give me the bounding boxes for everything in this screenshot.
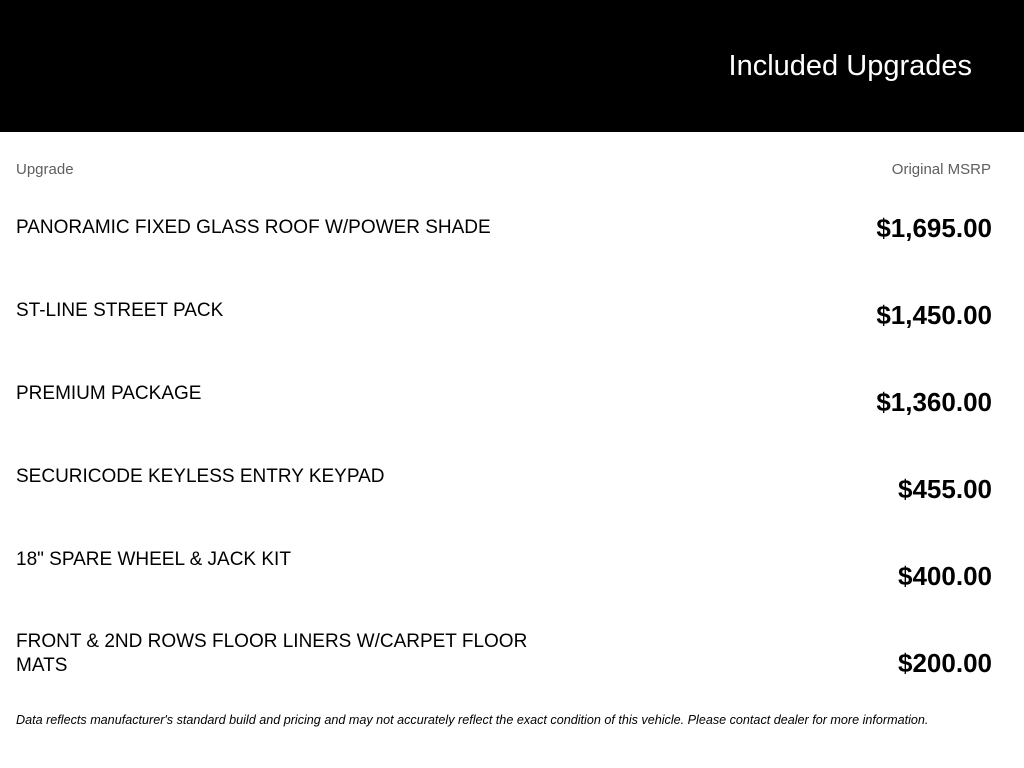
upgrade-price: $1,360.00 xyxy=(876,387,992,417)
column-header-upgrade: Upgrade xyxy=(16,161,74,178)
upgrade-price: $1,695.00 xyxy=(876,213,992,243)
list-item xyxy=(0,465,1024,525)
upgrade-name: SECURICODE KEYLESS ENTRY KEYPAD xyxy=(16,466,385,487)
upgrade-price: $1,450.00 xyxy=(876,300,992,330)
upgrade-name: FRONT & 2ND ROWS FLOOR LINERS W/CARPET FLOOR MATS xyxy=(16,631,528,676)
header-bar xyxy=(0,0,1024,132)
disclaimer-text: Data reflects manufacturer's standard build and pricing and may not accurately reflect the exact condition of this vehicle. Please contact dealer for more information. xyxy=(16,713,929,727)
upgrade-name: PREMIUM PACKAGE xyxy=(16,383,202,404)
upgrade-name: 18" SPARE WHEEL & JACK KIT xyxy=(16,549,291,570)
list-item xyxy=(0,382,1024,442)
upgrade-price: $200.00 xyxy=(898,648,992,678)
page-title: Included Upgrades xyxy=(728,50,972,82)
upgrade-name: ST-LINE STREET PACK xyxy=(16,300,224,321)
upgrade-price: $400.00 xyxy=(898,561,992,591)
upgrade-price: $455.00 xyxy=(898,474,992,504)
list-item xyxy=(0,299,1024,359)
list-item xyxy=(0,213,1024,276)
list-item xyxy=(0,630,1024,690)
upgrade-name: PANORAMIC FIXED GLASS ROOF W/POWER SHADE xyxy=(16,217,491,238)
column-header-msrp: Original MSRP xyxy=(891,161,991,178)
list-item xyxy=(0,548,1024,608)
